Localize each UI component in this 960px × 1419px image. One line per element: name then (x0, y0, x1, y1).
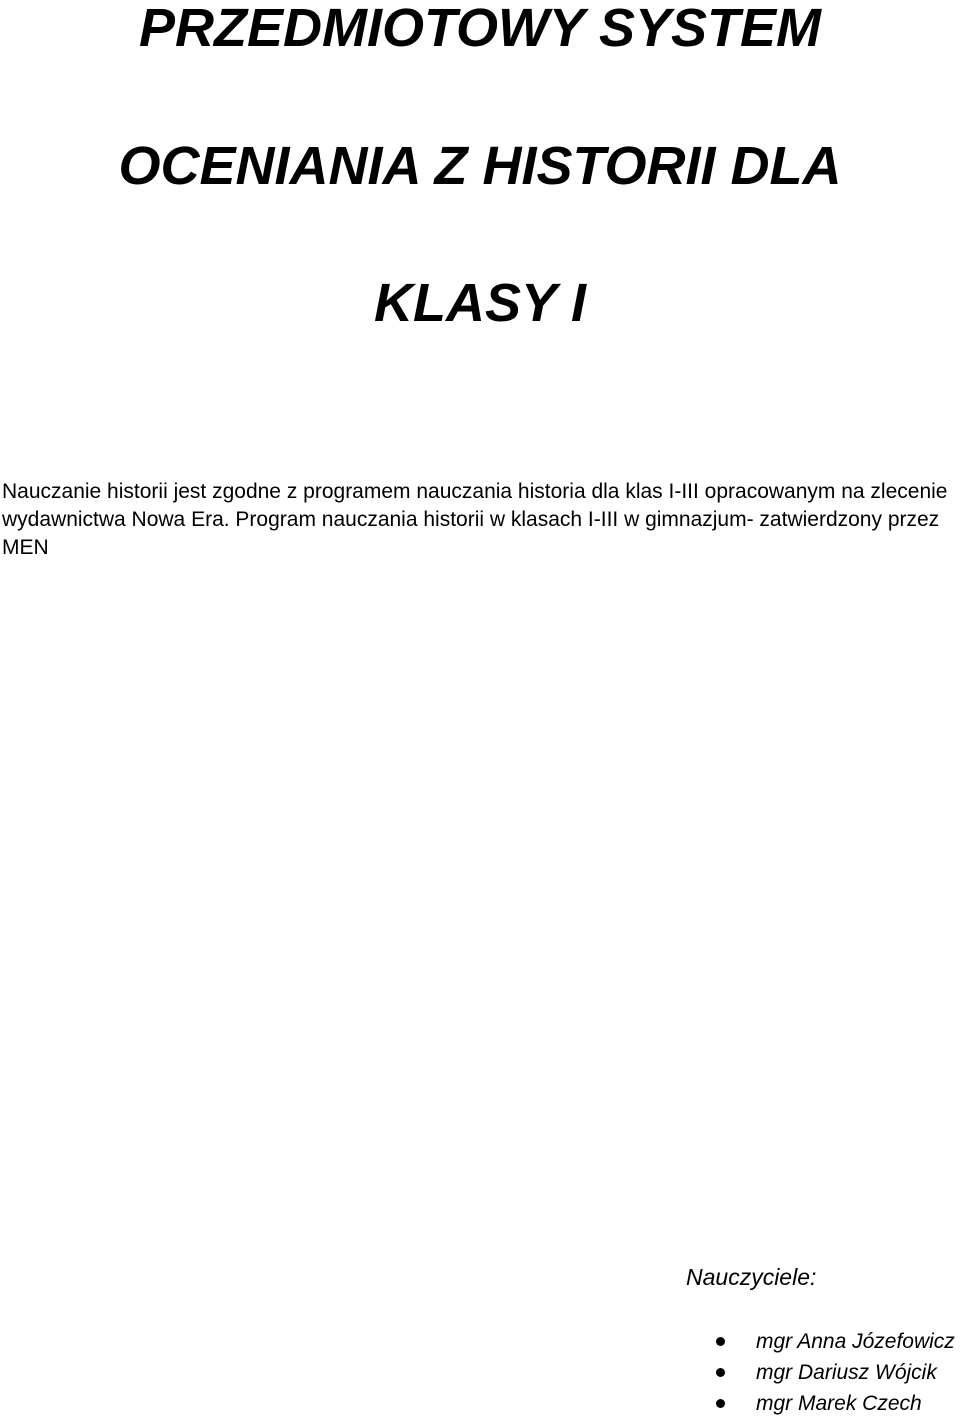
teacher-name: mgr Dariusz Wójcik (756, 1361, 937, 1384)
teachers-heading: Nauczyciele: (686, 1264, 817, 1290)
title-line-3: KLASY I (373, 273, 587, 333)
title-line-1: PRZEDMIOTOWY SYSTEM (138, 0, 822, 58)
teacher-name: mgr Anna Józefowicz (756, 1330, 955, 1353)
intro-paragraph: Nauczanie historii jest zgodne z programem nauczania historia dla klas I-III opracowanym na zlecenie wydawnictwa Nowa Era. Program nauczania historii w klasach I-III w gimnazjum- zatwierdzony przez MEN (2, 480, 948, 559)
list-item (710, 1326, 955, 1357)
list-item (710, 1357, 955, 1388)
title-line-2: OCENIANIA Z HISTORII DLA (118, 136, 842, 196)
list-item (710, 1388, 955, 1419)
bullet-icon (716, 1368, 725, 1377)
teacher-name: mgr Marek Czech (756, 1392, 922, 1415)
bullet-icon (716, 1337, 725, 1346)
teacher-list (710, 1326, 955, 1419)
bullet-icon (716, 1399, 725, 1408)
